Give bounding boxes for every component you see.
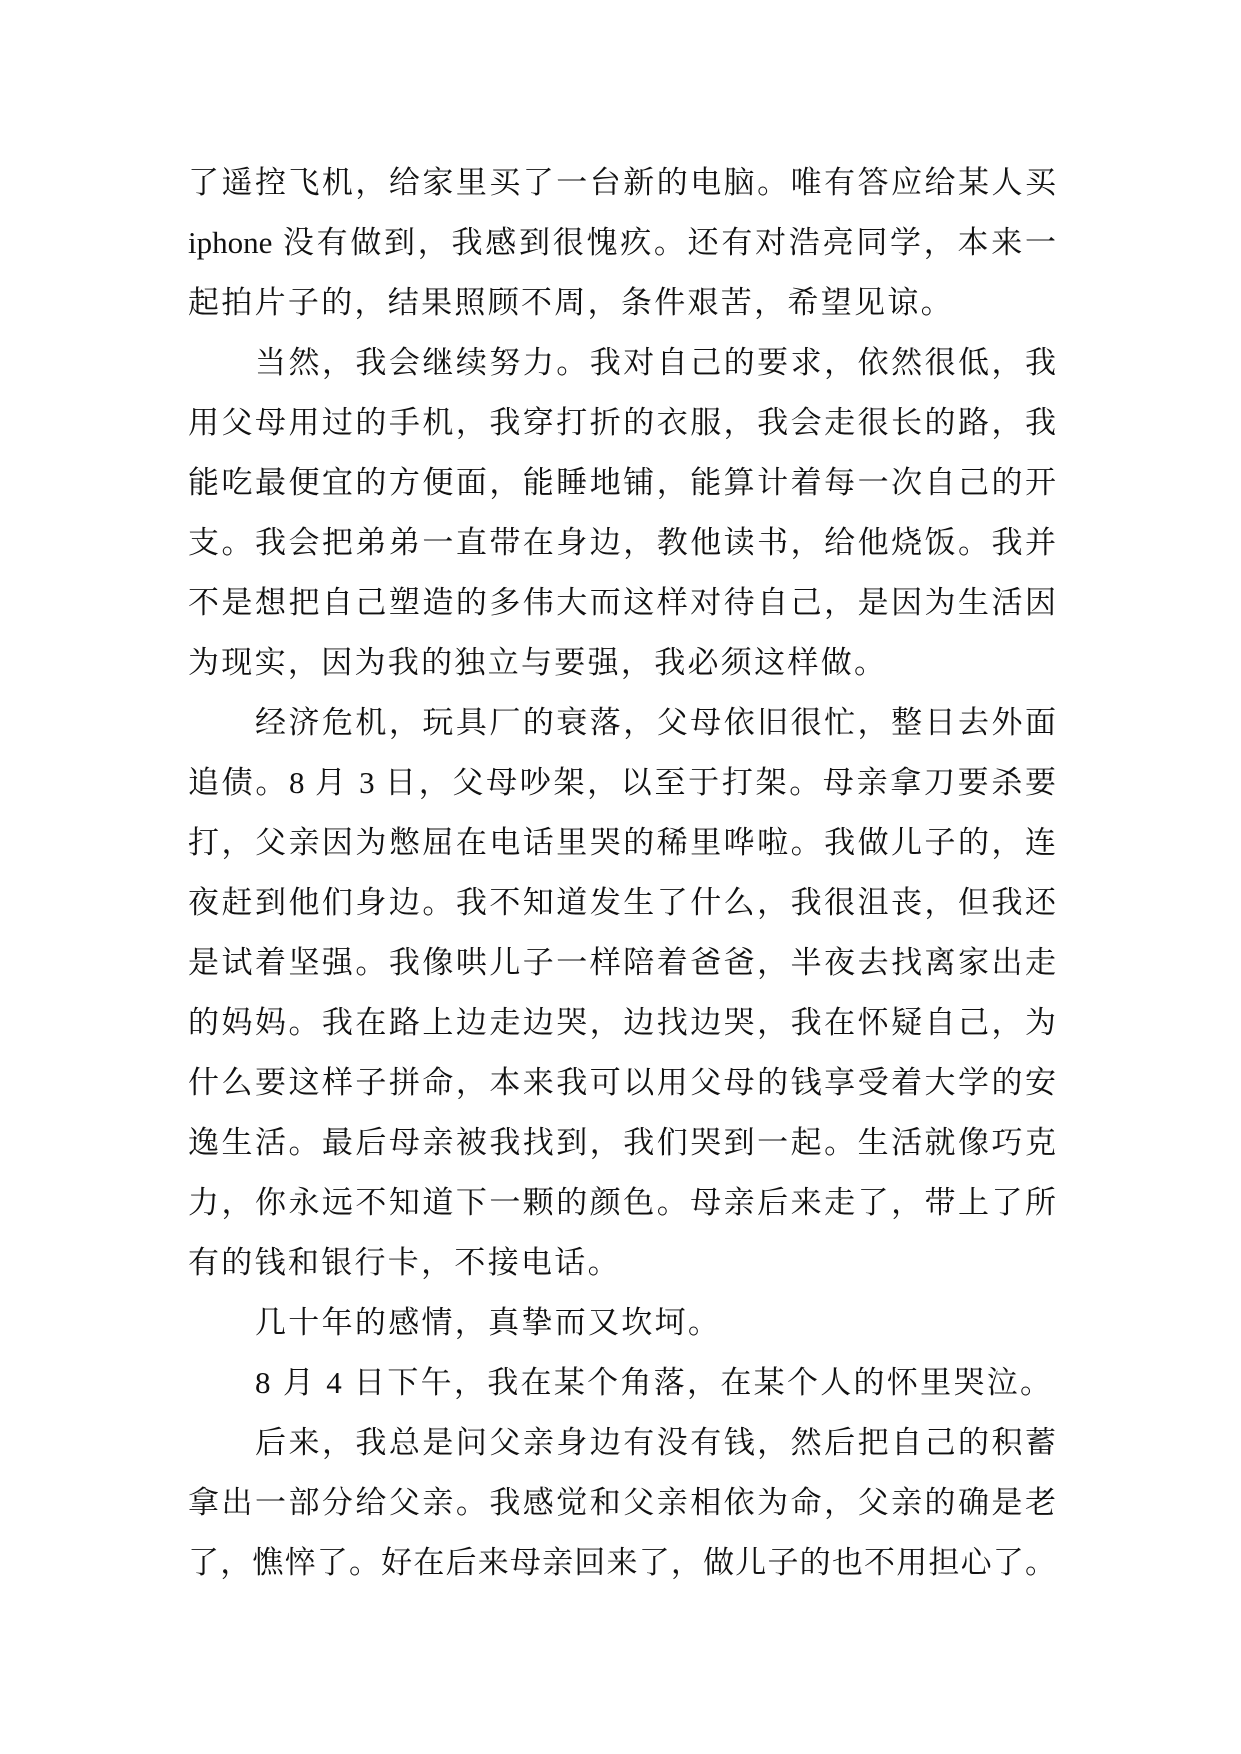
text-line: 不是想把自己塑造的多伟大而这样对待自己，是因为生活因	[188, 585, 1056, 620]
text-line: 了遥控飞机，给家里买了一台新的电脑。唯有答应给某人买	[188, 165, 1056, 200]
paragraph	[188, 693, 1056, 1293]
text-line: 几十年的感情，真挚而又坎坷。	[255, 1305, 722, 1340]
body-text	[188, 153, 1056, 1593]
text-line: iphone 没有做到，我感到很愧疚。还有对浩亮同学，本来一	[188, 225, 1056, 260]
text-line: 打，父亲因为憋屈在电话里哭的稀里哗啦。我做儿子的，连	[188, 825, 1056, 860]
text-line: 起拍片子的，结果照顾不周，条件艰苦，希望见谅。	[188, 285, 954, 320]
text-line: 为现实，因为我的独立与要强，我必须这样做。	[188, 645, 888, 680]
paragraph	[188, 1353, 1056, 1413]
paragraph	[188, 1413, 1056, 1593]
text-line: 力，你永远不知道下一颗的颜色。母亲后来走了，带上了所	[188, 1185, 1056, 1220]
paragraph	[188, 1293, 1056, 1353]
text-line: 的妈妈。我在路上边走边哭，边找边哭，我在怀疑自己，为	[188, 1005, 1056, 1040]
text-line: 是试着坚强。我像哄儿子一样陪着爸爸，半夜去找离家出走	[188, 945, 1056, 980]
text-line: 拿出一部分给父亲。我感觉和父亲相依为命，父亲的确是老	[188, 1485, 1056, 1520]
text-line: 有的钱和银行卡，不接电话。	[188, 1245, 621, 1280]
text-line: 夜赶到他们身边。我不知道发生了什么，我很沮丧，但我还	[188, 885, 1056, 920]
text-line: 什么要这样子拼命，本来我可以用父母的钱享受着大学的安	[188, 1065, 1056, 1100]
text-line: 能吃最便宜的方便面，能睡地铺，能算计着每一次自己的开	[188, 465, 1056, 500]
text-line: 经济危机，玩具厂的衰落，父母依旧很忙，整日去外面	[255, 705, 1056, 740]
text-line: 用父母用过的手机，我穿打折的衣服，我会走很长的路，我	[188, 405, 1056, 440]
text-line: 逸生活。最后母亲被我找到，我们哭到一起。生活就像巧克	[188, 1125, 1056, 1160]
paragraph	[188, 153, 1056, 333]
text-line: 8 月 4 日下午，我在某个角落，在某个人的怀里哭泣。	[255, 1365, 1054, 1400]
text-line: 追债。8 月 3 日，父母吵架，以至于打架。母亲拿刀要杀要	[188, 765, 1056, 800]
text-line: 了，憔悴了。好在后来母亲回来了，做儿子的也不用担心了。	[188, 1545, 1056, 1580]
paragraph	[188, 333, 1056, 693]
text-line: 后来，我总是问父亲身边有没有钱，然后把自己的积蓄	[255, 1425, 1056, 1460]
text-line: 当然，我会继续努力。我对自己的要求，依然很低，我	[255, 345, 1056, 380]
text-line: 支。我会把弟弟一直带在身边，教他读书，给他烧饭。我并	[188, 525, 1056, 560]
